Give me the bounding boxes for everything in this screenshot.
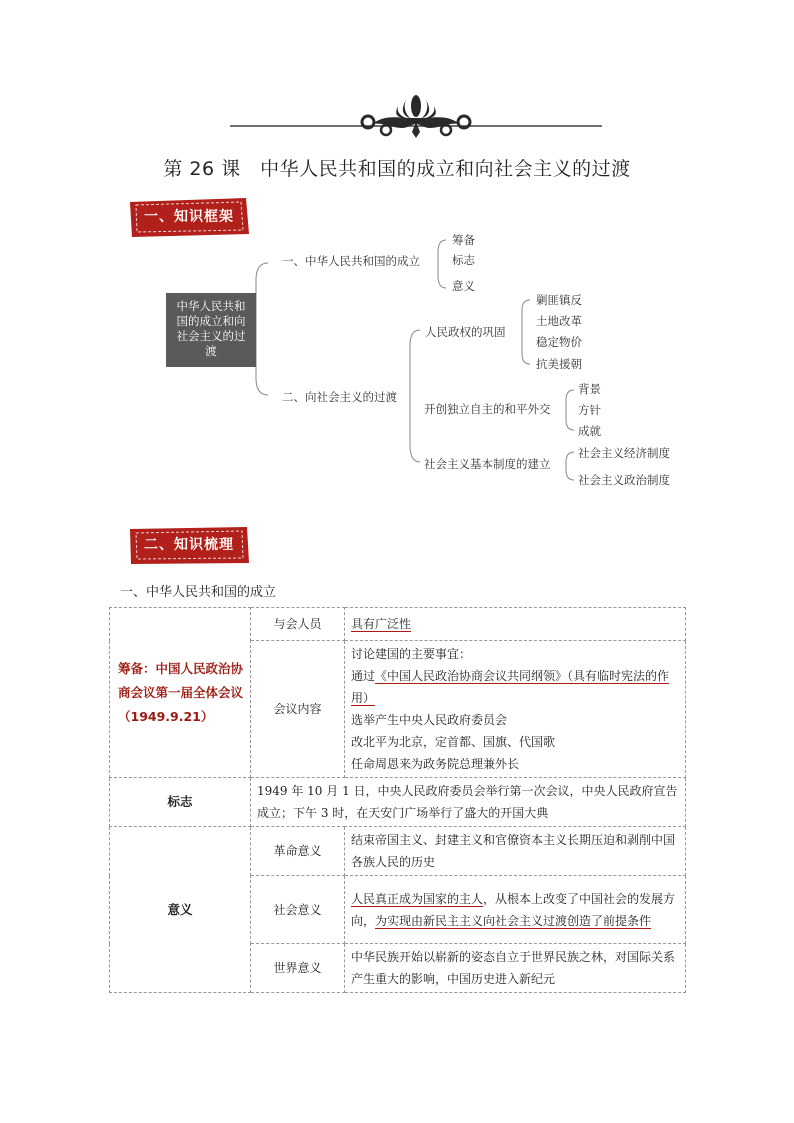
mindmap-leaf: 剿匪镇反 bbox=[536, 293, 582, 307]
mindmap-leaf: 稳定物价 bbox=[536, 335, 582, 349]
attendees-value: 具有广泛性 bbox=[345, 608, 686, 641]
table-row bbox=[110, 778, 686, 827]
mindmap-sub-system: 社会主义基本制度的建立 bbox=[424, 457, 551, 471]
knowledge-table bbox=[109, 607, 686, 993]
mindmap-leaf-prep: 筹备 bbox=[452, 233, 475, 247]
social-meaning-value: 人民真正成为国家的主人，从根本上改变了中国社会的发展方向，为实现由新民主主义向社会主义过渡创造了前提条件 bbox=[345, 876, 686, 944]
mindmap-branch-founding: 一、中华人民共和国的成立 bbox=[282, 254, 420, 268]
revolution-meaning-value: 结束帝国主义、封建主义和官僚资本主义长期压迫和剥削中国各族人民的历史 bbox=[345, 827, 686, 876]
sign-value: 1949 年 10 月 1 日，中央人民政府委员会举行第一次会议，中央人民政府宣告成立；下午 3 时，在天安门广场举行了盛大的开国大典 bbox=[251, 778, 686, 827]
mindmap-leaf: 方针 bbox=[578, 403, 601, 417]
meaning-label: 意义 bbox=[110, 827, 251, 993]
badge-label: 二、知识梳理 bbox=[144, 537, 234, 553]
mindmap-leaf: 土地改革 bbox=[536, 314, 582, 328]
mindmap-leaf: 背景 bbox=[578, 382, 601, 396]
content-label: 会议内容 bbox=[251, 641, 345, 778]
mindmap-leaf: 成就 bbox=[578, 424, 601, 438]
section-heading: 一、中华人民共和国的成立 bbox=[120, 585, 277, 600]
revolution-meaning-label: 革命意义 bbox=[251, 827, 345, 876]
mindmap-sub-diplomacy: 开创独立自主的和平外交 bbox=[424, 402, 551, 416]
attendees-label: 与会人员 bbox=[251, 608, 345, 641]
mindmap-leaf: 社会主义经济制度 bbox=[578, 446, 670, 460]
mindmap-branch-transition: 二、向社会主义的过渡 bbox=[282, 390, 397, 404]
section-badge-review bbox=[128, 524, 250, 566]
mindmap-leaf-sign: 标志 bbox=[452, 253, 475, 267]
table-row bbox=[110, 827, 686, 876]
page-title: 第 26 课 中华人民共和国的成立和向社会主义的过渡 bbox=[163, 158, 631, 180]
title-ornament bbox=[230, 92, 602, 140]
world-meaning-value: 中华民族开始以崭新的姿态自立于世界民族之林，对国际关系产生重大的影响，中国历史进入新纪元 bbox=[345, 944, 686, 993]
social-meaning-label: 社会意义 bbox=[251, 876, 345, 944]
sign-label: 标志 bbox=[110, 778, 251, 827]
mindmap-leaf: 社会主义政治制度 bbox=[578, 473, 670, 487]
table-row bbox=[110, 608, 686, 641]
mindmap-leaf: 抗美援朝 bbox=[536, 357, 582, 371]
world-meaning-label: 世界意义 bbox=[251, 944, 345, 993]
mindmap-center-node: 中华人民共和 国的成立和向 社会主义的过 渡 bbox=[166, 293, 256, 367]
section-badge-framework bbox=[128, 196, 250, 238]
badge-label: 一、知识框架 bbox=[144, 209, 234, 225]
content-value: 讨论建国的主要事宜： 通过《中国人民政治协商会议共同纲领》（具有临时宪法的作用） 选举产生中央人民政府委员会 改北平为北京，定首都、国旗、代国歌 任命周恩来为政务院总理兼外长 bbox=[345, 641, 686, 778]
prep-label: 筹备：中国人民政治协商会议第一届全体会议（1949.9.21） bbox=[110, 608, 251, 778]
mindmap-leaf-meaning: 意义 bbox=[452, 279, 475, 293]
mindmap-sub-regime: 人民政权的巩固 bbox=[425, 325, 506, 339]
